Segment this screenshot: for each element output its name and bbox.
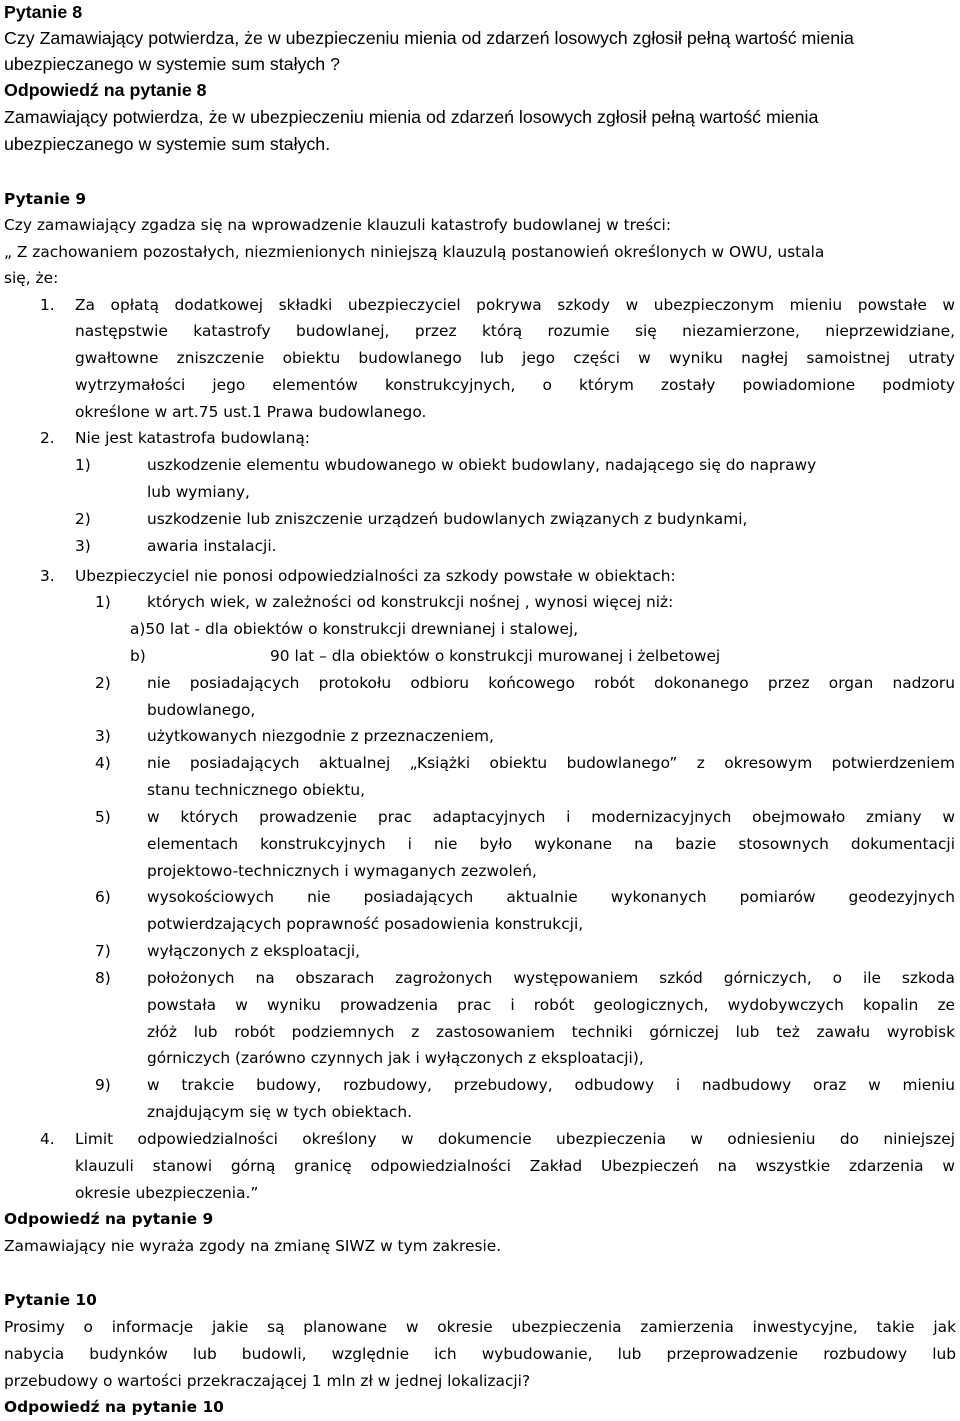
p1-number: 1. [40, 296, 55, 314]
p3-sub-item: a)50 lat - dla obiektów o konstrukcji drewnianej i stalowej, [130, 620, 579, 638]
p2-item-line: awaria instalacji. [147, 537, 277, 555]
q10-line: nabycia budynków lub budowli, względnie ich wybudowanie, lub przeprowadzenie rozbudowy lub [4, 1345, 956, 1363]
p3-item-line: nie posiadających protokołu odbioru końcowego robót dokonanego przez organ nadzoru [147, 674, 955, 692]
q8-question-line: Czy Zamawiający potwierdza, że w ubezpieczeniu mienia od zdarzeń losowych zgłosił pełną wartość mienia [4, 28, 854, 48]
p3-item-number: 8) [95, 969, 111, 987]
p3-item-number: 2) [95, 674, 111, 692]
q9-quote-line: się, że: [4, 269, 59, 287]
q8-answer-line: Zamawiający potwierdza, że w ubezpieczeniu mienia od zdarzeń losowych zgłosił pełną wartość mienia [4, 107, 819, 127]
q9-quote-line: „ Z zachowaniem pozostałych, niezmienionych niniejszą klauzulą postanowień określonych w OWU, ustala [4, 243, 825, 261]
q10-heading: Pytanie 10 [4, 1291, 97, 1309]
q10-answer-heading: Odpowiedź na pytanie 10 [4, 1398, 224, 1416]
q8-answer-heading: Odpowiedź na pytanie 8 [4, 80, 207, 100]
p3-item-line: których wiek, w zależności od konstrukcji nośnej , wynosi więcej niż: [147, 593, 674, 611]
p1-line: następstwie katastrofy budowlanej, przez którą rozumie się niezamierzone, nieprzewidziane, [75, 322, 955, 340]
q8-question-line: ubezpieczanego w systemie sum stałych ? [4, 54, 341, 74]
p3-item-line: nie posiadających aktualnej „Książki obiektu budowlanego” z okresowym potwierdzeniem [147, 754, 955, 772]
p3-item-line: wysokościowych nie posiadających aktualnie wykonanych pomiarów geodezyjnych [147, 888, 955, 906]
p3-item-number: 3) [95, 727, 111, 745]
p3-item-line: położonych na obszarach zagrożonych występowaniem szkód górniczych, o ile szkoda [147, 969, 955, 987]
p2-number: 2. [40, 429, 55, 447]
p2-item-line: lub wymiany, [147, 483, 250, 501]
p3-item-line: wyłączonych z eksploatacji, [147, 942, 361, 960]
p3-item-line: w których prowadzenie prac adaptacyjnych i modernizacyjnych obejmowało zmiany w [147, 808, 955, 826]
p3-sub-item-label: b) [130, 647, 146, 665]
p3-item-number: 1) [95, 593, 111, 611]
p3-item-line: projektowo-technicznych i wymaganych zezwoleń, [147, 862, 537, 880]
q8-heading: Pytanie 8 [4, 2, 83, 22]
p1-line: wytrzymałości jego elementów konstrukcyjnych, o którym zostały powiadomione podmioty [75, 376, 955, 394]
p3-item-line: znajdującym się w tych obiektach. [147, 1103, 413, 1121]
q9-answer-heading: Odpowiedź na pytanie 9 [4, 1210, 214, 1228]
p1-line: Za opłatą dodatkowej składki ubezpieczyciel pokrywa szkody w ubezpieczonym mieniu powstałe w [75, 296, 955, 314]
q9-answer: Zamawiający nie wyraża zgody na zmianę SIWZ w tym zakresie. [4, 1237, 502, 1255]
p3-item-number: 4) [95, 754, 111, 772]
p3-item-line: elementach konstrukcyjnych i nie było wykonane na bazie stosownych dokumentacji [147, 835, 955, 853]
p3-item-line: złóż lub robót podziemnych z zastosowaniem techniki górniczej lub też zawału wyrobisk [147, 1023, 955, 1041]
p3-item-number: 7) [95, 942, 111, 960]
p3-text: Ubezpieczyciel nie ponosi odpowiedzialności za szkody powstałe w obiektach: [75, 567, 676, 585]
p2-item-number: 1) [75, 456, 91, 474]
p3-item-number: 6) [95, 888, 111, 906]
p1-line: określone w art.75 ust.1 Prawa budowlanego. [75, 403, 427, 421]
q8-answer-line: ubezpieczanego w systemie sum stałych. [4, 134, 331, 154]
p3-item-line: budowlanego, [147, 701, 256, 719]
p3-item-line: górniczych (zarówno czynnych jak i wyłączonych z eksploatacji), [147, 1049, 644, 1067]
p3-item-number: 5) [95, 808, 111, 826]
p3-item-line: potwierdzających poprawność posadowienia konstrukcji, [147, 915, 584, 933]
p4-line: Limit odpowiedzialności określony w dokumencie ubezpieczenia w odniesieniu do niniejszej [75, 1130, 955, 1148]
p4-number: 4. [40, 1130, 55, 1148]
q9-intro: Czy zamawiający zgadza się na wprowadzenie klauzuli katastrofy budowlanej w treści: [4, 216, 672, 234]
p3-item-line: stanu technicznego obiektu, [147, 781, 366, 799]
p3-item-line: powstała w wyniku prowadzenia prac i robót geologicznych, wydobywczych kopalin ze [147, 996, 955, 1014]
p4-line: klauzuli stanowi górną granicę odpowiedzialności Zakład Ubezpieczeń na wszystkie zdarzenia w [75, 1157, 955, 1175]
p2-item-number: 2) [75, 510, 91, 528]
q10-line: Prosimy o informacje jakie są planowane w okresie ubezpieczenia zamierzenia inwestycyjne, takie jak [4, 1318, 956, 1336]
p3-sub-item: 90 lat – dla obiektów o konstrukcji murowanej i żelbetowej [270, 647, 721, 665]
p2-item-line: uszkodzenie lub zniszczenie urządzeń budowlanych związanych z budynkami, [147, 510, 748, 528]
q9-heading: Pytanie 9 [4, 190, 87, 208]
p3-item-line: w trakcie budowy, rozbudowy, przebudowy, odbudowy i nadbudowy oraz w mieniu [147, 1076, 955, 1094]
p1-line: gwałtowne zniszczenie obiektu budowlanego lub jego części w wyniku nagłej samoistnej utraty [75, 349, 955, 367]
p3-number: 3. [40, 567, 55, 585]
q10-line: przebudowy o wartości przekraczającej 1 mln zł w jednej lokalizacji? [4, 1372, 531, 1390]
p2-text: Nie jest katastrofa budowlaną: [75, 429, 310, 447]
p2-item-line: uszkodzenie elementu wbudowanego w obiekt budowlany, nadającego się do naprawy [147, 456, 817, 474]
p2-item-number: 3) [75, 537, 91, 555]
p3-item-line: użytkowanych niezgodnie z przeznaczeniem, [147, 727, 494, 745]
p4-line: okresie ubezpieczenia.” [75, 1184, 259, 1202]
p3-item-number: 9) [95, 1076, 111, 1094]
